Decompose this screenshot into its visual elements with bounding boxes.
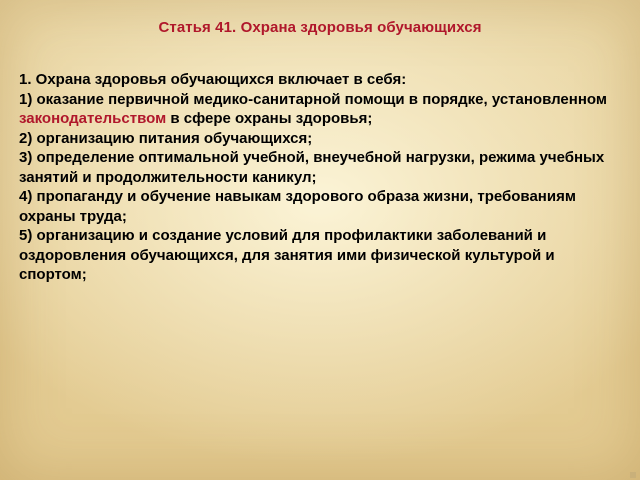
list-item-1-text-after: в сфере охраны здоровья; (166, 110, 373, 127)
list-item-1-text-before: 1) оказание первичной медико-санитарной помощи в порядке, установленном (19, 90, 607, 108)
intro-line: 1. Охрана здоровья обучающихся включает в себя: (19, 71, 407, 88)
slide-body (19, 70, 625, 285)
list-item-5: 5) организацию и создание условий для профилактики заболеваний и оздоровления обучающихся, для занятия ими физической культурой и спортом; (19, 227, 555, 283)
list-item-2: 2) организацию питания обучающихся; (19, 129, 313, 147)
slide-corner-marker-icon (630, 472, 636, 478)
slide-title: Статья 41. Охрана здоровья обучающихся (158, 19, 482, 36)
legislation-link[interactable]: законодательством (19, 110, 167, 127)
list-item-1 (19, 90, 625, 129)
list-item-4: 4) пропаганду и обучение навыкам здорового образа жизни, требованиям охраны труда; (19, 188, 576, 225)
list-item-3: 3) определение оптимальной учебной, внеучебной нагрузки, режима учебных занятий и продолжительности каникул; (19, 149, 605, 186)
